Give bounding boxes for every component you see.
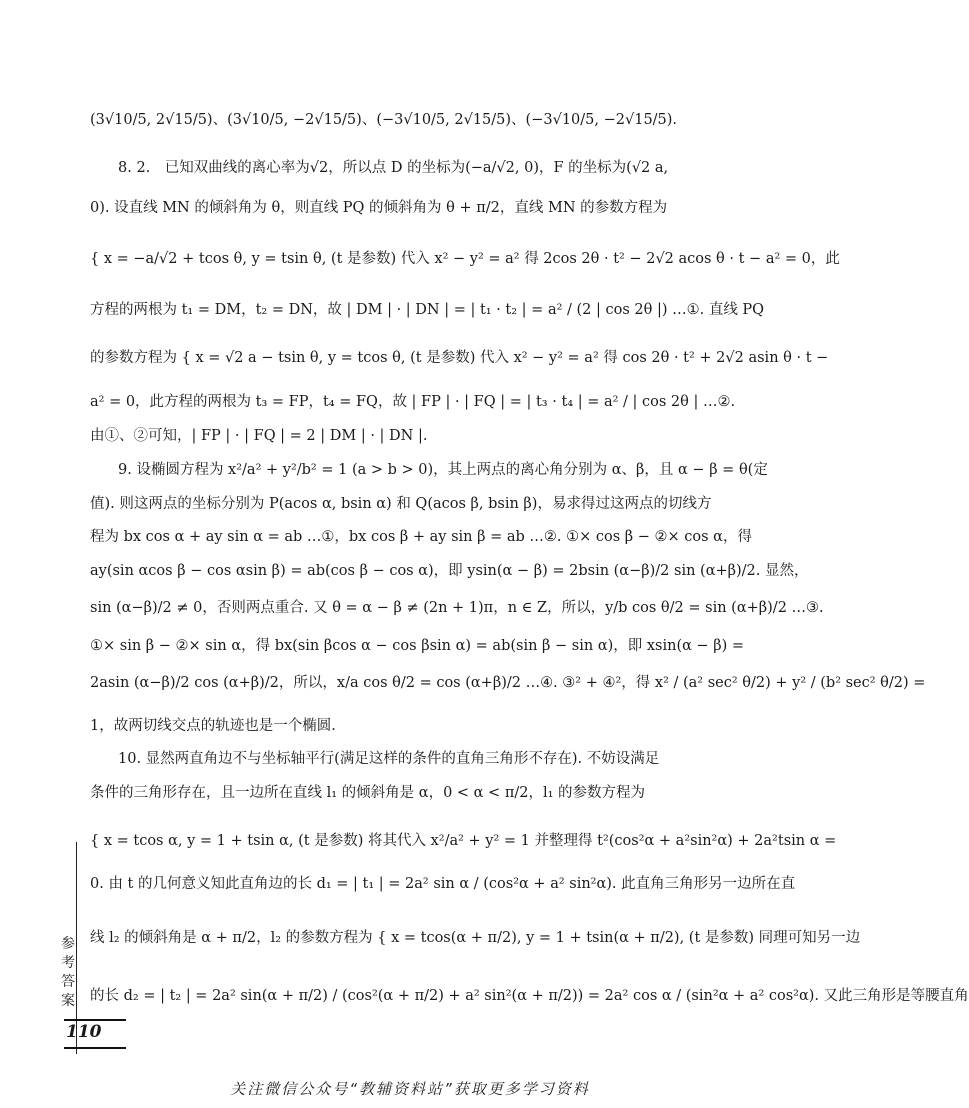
text-line-1: (3√10/5, 2√15/5)、(3√10/5, −2√15/5)、(−3√10/5, 2√15/5)、(−3√10/5, −2√15/5). (90, 112, 678, 128)
problem-8-line-5: 的参数方程为 { x = √2 a − tsin θ, y = tcos θ, (t 是参数) 代入 x² − y² = a² 得 cos 2θ · t² + 2√2 asin θ · t − (90, 350, 829, 366)
problem-8-line-7: 由①、②可知，| FP | · | FQ | = 2 | DM | · | DN |. (90, 428, 428, 444)
problem-9-line-5: sin (α−β)/2 ≠ 0，否则两点重合. 又 θ = α − β ≠ (2n + 1)π，n ∈ Z，所以，y/b cos θ/2 = sin (α+β)/2 …③. (90, 600, 824, 616)
problem-9-line-8: 1，故两切线交点的轨迹也是一个椭圆. (90, 718, 336, 734)
problem-10-line-3: { x = tcos α, y = 1 + tsin α, (t 是参数) 将其代入 x²/a² + y² = 1 并整理得 t²(cos²α + a²sin²α) + 2a²tsin α = (90, 833, 837, 849)
problem-9-line-4: ay(sin αcos β − cos αsin β) = ab(cos β − cos α)，即 ysin(α − β) = 2bsin (α−β)/2 sin (α+β)/2. 显然， (90, 563, 809, 579)
problem-8-line-1: 8. 2. 已知双曲线的离心率为√2，所以点 D 的坐标为(−a/√2, 0)，F 的坐标为(√2 a, (118, 160, 669, 176)
problem-9-line-7: 2asin (α−β)/2 cos (α+β)/2，所以，x/a cos θ/2 = cos (α+β)/2 …④. ③² + ④²，得 x² / (a² sec² θ/2) + y² / (b² sec² θ/2) = (90, 675, 926, 691)
problem-8-line-6: a² = 0，此方程的两根为 t₃ = FP，t₄ = FQ，故 | FP | · | FQ | = | t₃ · t₄ | = a² / | cos 2θ | …②. (90, 394, 736, 410)
problem-8-line-4: 方程的两根为 t₁ = DM，t₂ = DN，故 | DM | · | DN | = | t₁ · t₂ | = a² / (2 | cos 2θ |) …①. 直线 PQ (90, 302, 765, 318)
problem-9-line-3: 程为 bx cos α + ay sin α = ab …①，bx cos β + ay sin β = ab …②. ①× cos β − ②× cos α，得 (90, 529, 752, 545)
footer-watermark: 关注微信公众号“教辅资料站”获取更多学习资料 (230, 1080, 590, 1098)
problem-10-line-6: 的长 d₂ = | t₂ | = 2a² sin(α + π/2) / (cos²(α + π/2) + a² sin²(α + π/2)) = 2a² cos α / (sin²α + a² cos²α). 又此三角形是等腰直角 (90, 988, 969, 1004)
problem-8-line-2: 0). 设直线 MN 的倾斜角为 θ，则直线 PQ 的倾斜角为 θ + π/2，直线 MN 的参数方程为 (90, 200, 668, 216)
problem-10-line-2: 条件的三角形存在，且一边所在直线 l₁ 的倾斜角是 α，0 < α < π/2，l₁ 的参数方程为 (90, 785, 646, 801)
problem-9-line-1: 9. 设椭圆方程为 x²/a² + y²/b² = 1 (a > b > 0)，其上两点的离心角分别为 α、β，且 α − β = θ(定 (118, 462, 768, 478)
problem-9-line-2: 值). 则这两点的坐标分别为 P(acos α, bsin α) 和 Q(acos β, bsin β)，易求得过这两点的切线方 (90, 496, 712, 512)
problem-10-line-4: 0. 由 t 的几何意义知此直角边的长 d₁ = | t₁ | = 2a² sin α / (cos²α + a² sin²α). 此直角三角形另一边所在直 (90, 876, 796, 892)
page-number: 110 (66, 1022, 102, 1042)
problem-9-line-6: ①× sin β − ②× sin α，得 bx(sin βcos α − cos βsin α) = ab(sin β − sin α)，即 xsin(α − β) = (90, 638, 745, 654)
problem-10-line-5: 线 l₂ 的倾斜角是 α + π/2，l₂ 的参数方程为 { x = tcos(α + π/2), y = 1 + tsin(α + π/2), (t 是参数) 同理可知另一边 (90, 930, 861, 946)
problem-10-line-1: 10. 显然两直角边不与坐标轴平行(满足这样的条件的直角三角形不存在). 不妨设满足 (118, 751, 660, 767)
problem-8-line-3: { x = −a/√2 + tcos θ, y = tsin θ, (t 是参数) 代入 x² − y² = a² 得 2cos 2θ · t² − 2√2 acos θ · t − a² = 0，此 (90, 251, 840, 267)
sidebar-label: 参考答案 (61, 936, 75, 1009)
